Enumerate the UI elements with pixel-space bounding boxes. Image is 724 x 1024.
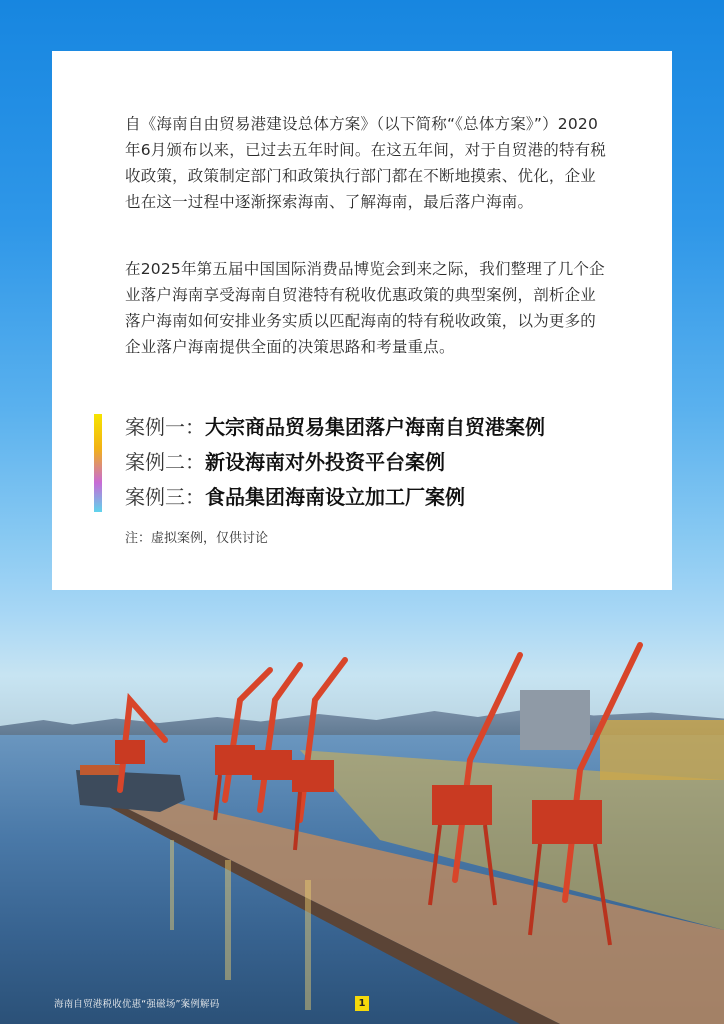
intro-paragraph-2: 在2025年第五届中国国际消费品博览会到来之际，我们整理了几个企业落户海南享受海南自贸港特有税收优惠政策的典型案例，剖析企业落户海南如何安排业务实质以匹配海南的特有税收政策，以为更多的企业落户海南提供全面的决策思路和考量重点。 — [125, 260, 605, 356]
case-item-1 — [125, 413, 545, 441]
content-card — [52, 51, 672, 590]
footer-document-title: 海南自贸港税收优惠“强磁场”案例解码 — [54, 999, 220, 1010]
case-number: 案例二： — [125, 450, 205, 474]
case-title: 大宗商品贸易集团落户海南自贸港案例 — [205, 415, 545, 439]
cases-gradient-bar — [94, 414, 102, 512]
case-title: 新设海南对外投资平台案例 — [205, 450, 445, 474]
case-number: 案例一： — [125, 415, 205, 439]
disclaimer-note: 注：虚拟案例，仅供讨论 — [125, 531, 269, 546]
case-item-2 — [125, 448, 445, 476]
case-title: 食品集团海南设立加工厂案例 — [205, 485, 465, 509]
case-item-3 — [125, 483, 465, 511]
intro-paragraph-1: 自《海南自由贸易港建设总体方案》（以下简称“《总体方案》”）2020年6月颁布以来，已过去五年时间。在这五年间，对于自贸港的特有税收政策，政策制定部门和政策执行部门都在不断地摸索、优化，企业也在这一过程中逐渐探索海南、了解海南，最后落户海南。 — [125, 115, 607, 211]
case-number: 案例三： — [125, 485, 205, 509]
page-number-badge: 1 — [355, 996, 369, 1011]
